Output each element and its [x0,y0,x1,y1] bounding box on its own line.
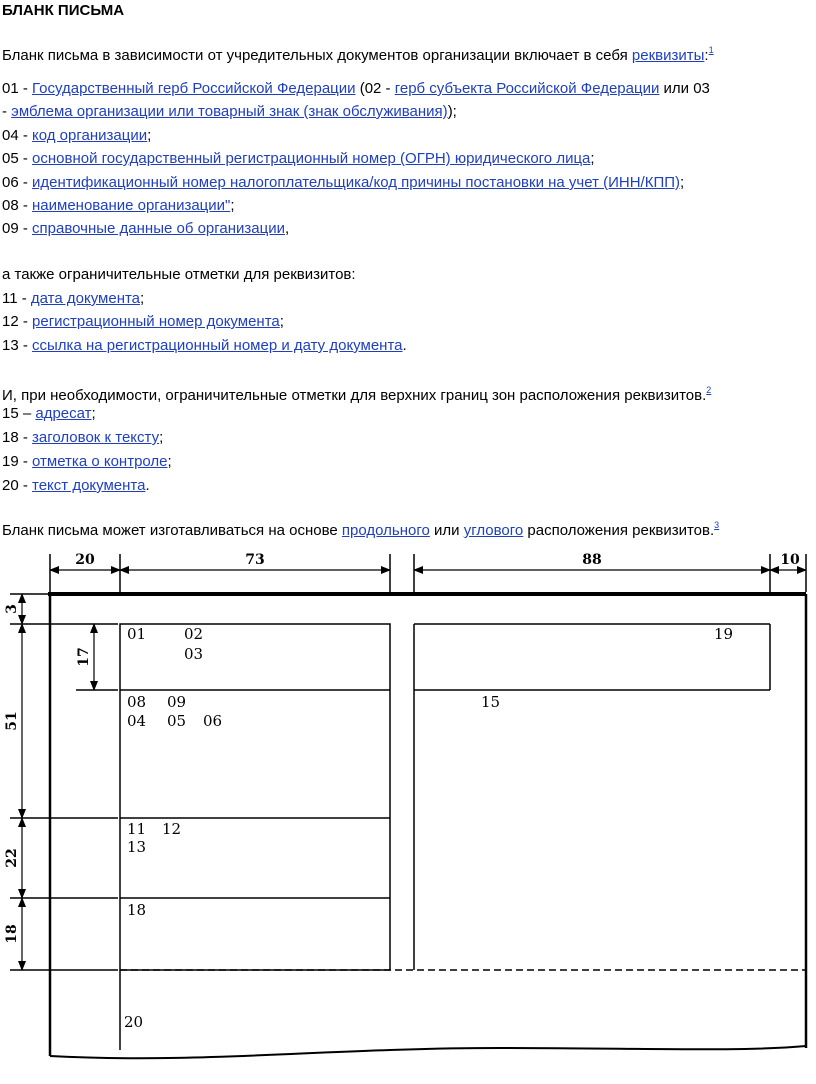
link-reg-number[interactable]: регистрационный номер документа [32,313,280,330]
item-end: , [284,220,290,237]
link-subject-emblem[interactable]: герб субъекта Российской Федерации [394,80,660,97]
cell-label: 11 [127,820,147,838]
cell-label: 12 [162,820,182,838]
item-number: 06 - [2,174,33,191]
item-number: 08 - [2,197,33,214]
footnote-link-2[interactable]: 2 [706,385,712,395]
item-end: . [402,337,407,354]
link-control-mark[interactable]: отметка о контроле [32,453,168,470]
intro-text: Бланк письма в зависимости от учредительных документов организации включает в себя [2,47,632,64]
link-ogrn[interactable]: основной государственный регистрационный номер (ОГРН) юридического лица [32,150,591,167]
cell-label: 09 [167,693,187,711]
link-state-emblem[interactable]: Государственный герб Российской Федерации [32,80,356,97]
item-number: 12 - [2,313,33,330]
boundary-intro-text: И, при необходимости, ограничительные отметки для верхних границ зон расположения реквизитов. [2,387,707,404]
req-line-1-mid: (02 - [355,80,395,97]
cell-label: 08 [127,693,147,711]
cell-label: 02 [184,625,204,643]
item-end: ; [140,290,145,307]
item-end: ; [230,197,235,214]
boundary-item [2,404,96,424]
layout-text-2: или [429,522,464,539]
intro-colon: : [704,47,709,64]
link-doc-text[interactable]: текст документа [32,477,146,494]
link-org-code[interactable]: код организации [32,127,148,144]
item-number: 04 - [2,127,33,144]
req-item [2,196,235,216]
item-end: ; [590,150,595,167]
link-addressee[interactable]: адресат [35,405,92,422]
limit-item [2,289,144,309]
intro-paragraph [2,40,714,66]
req-line-2-prefix: - [2,103,12,120]
item-number: 13 - [2,337,33,354]
item-number: 18 - [2,429,33,446]
link-reg-reference[interactable]: ссылка на регистрационный номер и дату документа [32,337,403,354]
link-org-name[interactable]: наименование организации" [32,197,231,214]
limit-item [2,336,407,356]
item-end: . [145,477,150,494]
cell-label: 13 [127,838,147,856]
dim-label-top: 20 [75,552,95,568]
item-number: 15 – [2,405,36,422]
cell-label: 06 [203,712,223,730]
item-end: ; [159,429,164,446]
layout-text-3: расположения реквизитов. [523,522,715,539]
item-number: 19 - [2,453,33,470]
boundary-intro [2,380,711,406]
cell-label: 15 [481,693,501,711]
dim-label-left: 22 [4,848,20,868]
item-end: ; [91,405,96,422]
req-item [2,126,151,146]
cell-label: 03 [184,645,204,663]
item-end: ; [167,453,172,470]
item-end: ; [680,174,685,191]
cell-label: 01 [127,625,147,643]
link-org-reference[interactable]: справочные данные об организации [32,220,285,237]
link-angular[interactable]: углового [463,522,524,539]
boundary-item [2,452,172,472]
link-org-emblem[interactable]: эмблема организации или товарный знак (знак обслуживания) [11,103,448,120]
layout-text-1: Бланк письма может изготавливаться на основе [2,522,342,539]
dim-label-left: 3 [4,604,20,614]
footnote-link-1[interactable]: 1 [708,45,714,55]
boundary-item [2,428,163,448]
boundary-item [2,476,150,496]
dim-label-left: 18 [4,924,20,944]
req-line-2 [2,102,457,122]
cell-label: 19 [714,625,734,643]
link-text-heading[interactable]: заголовок к тексту [32,429,160,446]
dim-label-top: 10 [780,552,800,568]
cell-label: 18 [127,901,147,919]
item-number: 05 - [2,150,33,167]
page-title: БЛАНК ПИСЬМА [2,2,125,19]
req-line-2-suffix: ); [447,103,457,120]
sheet-torn-edge [50,1046,806,1058]
req-line-1-suffix: или 03 [659,80,710,97]
item-number: 11 - [2,290,31,307]
link-longitudinal[interactable]: продольного [341,522,430,539]
req-line-1-prefix: 01 - [2,80,33,97]
dim-label-top: 88 [582,552,602,568]
dim-label-left: 17 [76,647,92,667]
link-requisites[interactable]: реквизиты [631,47,705,64]
left-block-frame [120,624,390,970]
item-number: 09 - [2,220,33,237]
limit-intro: а также ограничительные отметки для реквизитов: [2,266,356,283]
req-item [2,149,595,169]
req-item [2,173,684,193]
req-line-1 [2,79,710,99]
cell-label: 20 [124,1013,144,1031]
req-item [2,219,289,239]
item-end: ; [279,313,284,330]
dim-label-left: 51 [4,711,20,731]
footnote-link-3[interactable]: 3 [714,520,720,530]
item-number: 20 - [2,477,33,494]
letterhead-diagram [0,540,816,1080]
cell-label: 05 [167,712,187,730]
item-end: ; [147,127,152,144]
layout-paragraph [2,515,719,541]
link-inn-kpp[interactable]: идентификационный номер налогоплательщика/код причины постановки на учет (ИНН/КПП) [32,174,681,191]
cell-label: 04 [127,712,147,730]
limit-item [2,312,284,332]
link-doc-date[interactable]: дата документа [30,290,141,307]
dim-label-top: 73 [245,552,265,568]
